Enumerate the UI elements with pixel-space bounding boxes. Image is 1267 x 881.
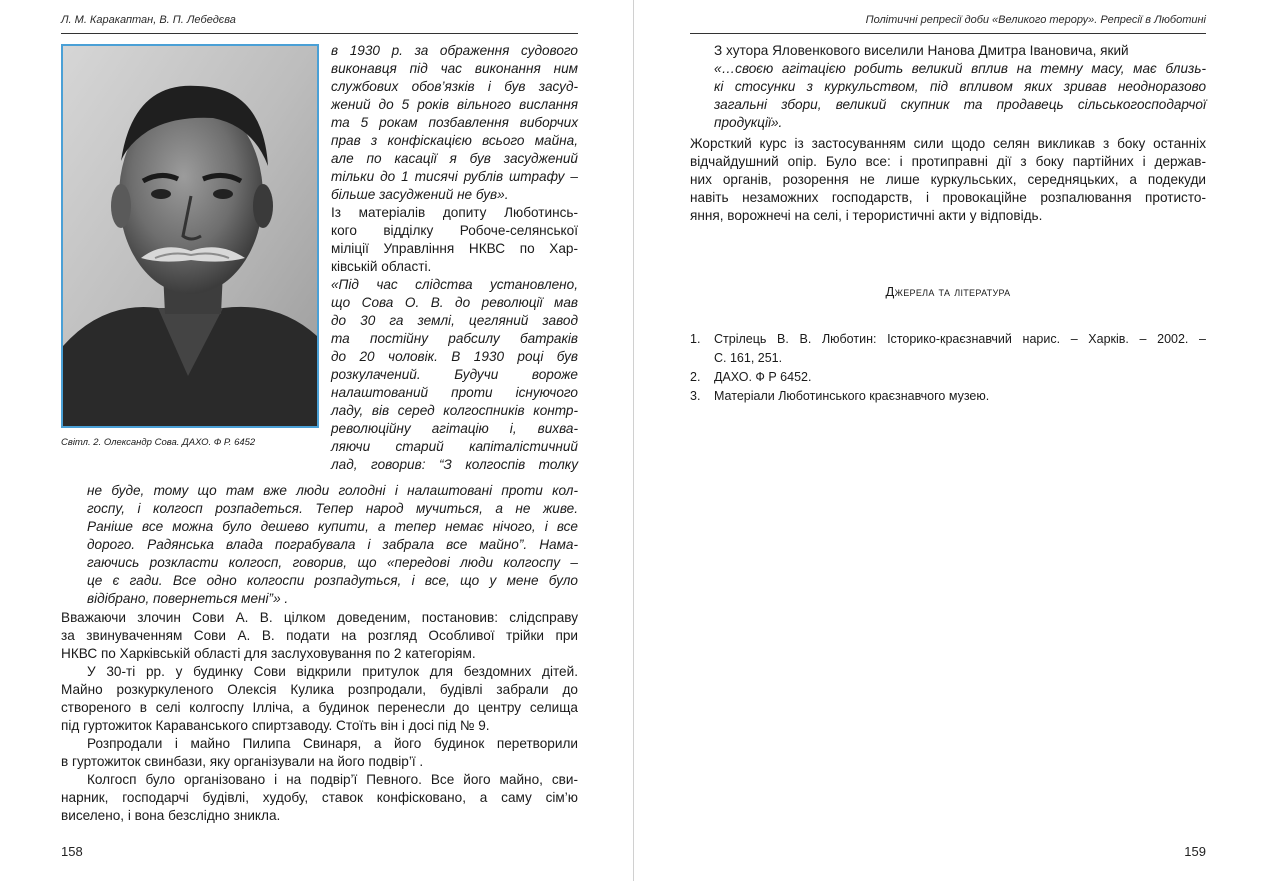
text-line: жений до 5 років вільного вислання bbox=[331, 97, 578, 112]
paragraph bbox=[61, 735, 578, 771]
text-line: Матеріали Люботинського краєзнавчого музею. bbox=[714, 389, 990, 403]
source-item bbox=[690, 330, 1206, 368]
text-line: «Під час слідства установлено, bbox=[331, 277, 578, 292]
running-head-left: Л. М. Каракаптан, В. П. Лебедєва bbox=[61, 14, 236, 26]
photo-caption-label: Світл. 2. bbox=[61, 437, 102, 448]
page-number-left: 158 bbox=[61, 844, 83, 859]
text-line: тільки до 1 тисячі рублів штрафу – bbox=[331, 169, 578, 184]
text-line: що Сова О. В. до революції мав bbox=[331, 295, 578, 310]
text-line: ладу, вів серед колгоспників контр- bbox=[331, 403, 578, 418]
running-head-right: Політичні репресії доби «Великого терору». Репресії в Люботині bbox=[865, 14, 1206, 26]
text-line: революційну агітацію і, вихва- bbox=[331, 421, 578, 436]
text-line: них органів, розорення не лише куркульських, середняцьких, а подекуди bbox=[690, 172, 1206, 187]
right-body-text bbox=[690, 135, 1206, 225]
source-number: 3. bbox=[690, 389, 701, 403]
text-line: кі стосунки з куркульством, під впливом яких зривав неодноразово bbox=[714, 79, 1206, 94]
text-line: виселено, і вона безслідно зникла. bbox=[61, 808, 281, 823]
header-rule-right bbox=[690, 33, 1206, 34]
photo-caption-text: Олександр Сова. ДАХО. Ф Р. 6452 bbox=[103, 437, 256, 448]
text-line: дорого. Радянська влада пограбувала і забрала все майно”. Нама- bbox=[87, 537, 578, 552]
text-line: Стрілець В. В. Люботин: Історико-краєзнавчий нарис. – Харків. – 2002. – bbox=[714, 332, 1206, 346]
right-page bbox=[634, 0, 1267, 881]
text-line: розкулачений. Будучи вороже bbox=[331, 367, 578, 382]
text-line: більше засуджений не був». bbox=[331, 187, 509, 202]
text-line: це є гади. Все одно колгоспи розпадуться, і все, що у мене було bbox=[87, 573, 578, 588]
text-line: Колгосп було організовано і на подвір’ї Певного. Все його майно, сви- bbox=[87, 772, 578, 787]
source-text bbox=[714, 387, 1206, 406]
source-item bbox=[690, 387, 1206, 406]
left-page bbox=[0, 0, 633, 881]
source-text bbox=[714, 368, 1206, 387]
photo-caption bbox=[61, 437, 323, 448]
text-line: госпу, і колгосп розпадеться. Тепер народ мучиться, а не живе. bbox=[87, 501, 578, 516]
text-line: кого відділку Робоче-селянської bbox=[331, 223, 578, 238]
text-line: нарник, господарчі будівлі, худобу, ставок конфісковано, а саму сім’ю bbox=[61, 790, 578, 805]
text-line: З хутора Яловенкового виселили Нанова Дмитра Івановича, який bbox=[714, 43, 1129, 58]
sources-list bbox=[690, 330, 1206, 406]
text-line: ківській області. bbox=[331, 259, 432, 274]
text-line: С. 161, 251. bbox=[714, 351, 783, 365]
intro-paragraph bbox=[714, 42, 1206, 132]
narrow-column bbox=[331, 42, 578, 474]
portrait-image bbox=[63, 46, 317, 426]
text-line: лад, говорив: “З колгоспів толку bbox=[331, 457, 578, 472]
text-line: Жорсткий курс із застосуванням сили щодо селян викликав з боку останніх bbox=[690, 136, 1206, 151]
text-line: створеного в селі колгоспу Ілліча, а будинок перенесли до центру селища bbox=[61, 700, 578, 715]
sources-heading: Джерела та література bbox=[885, 284, 1011, 299]
paragraph bbox=[61, 663, 578, 735]
paragraph bbox=[61, 771, 578, 825]
text-line: яння, ворожнечі на селі, і терористичні акти у відповідь. bbox=[690, 208, 1043, 223]
wide-quote-block bbox=[87, 482, 578, 608]
text-line: відчайдушний опір. Було все: і протиправні дії з боку партійних і держав- bbox=[690, 154, 1206, 169]
text-line: міліції Управління НКВС по Хар- bbox=[331, 241, 578, 256]
text-line: загальні збори, великий скупник та продавець сільськогосподарчої bbox=[714, 97, 1206, 112]
text-line: Розпродали і майно Пилипа Свинаря, а його будинок перетворили bbox=[87, 736, 578, 751]
portrait-photo bbox=[61, 44, 319, 428]
text-line: службових обов’язків і був засуд- bbox=[331, 79, 578, 94]
text-line: виконавця під час виконання ним bbox=[331, 61, 578, 76]
materials-paragraph bbox=[331, 204, 578, 276]
text-line: в гуртожиток свинбази, яку організували на його подвір’ї . bbox=[61, 754, 424, 769]
quote-block-2 bbox=[331, 276, 578, 474]
text-line: «…своєю агітацією робить великий вплив на темну масу, має близь- bbox=[714, 61, 1206, 76]
text-line: та 5 рокам позбавлення виборчих bbox=[331, 115, 578, 130]
text-line: ляючи старий капіталістичний bbox=[331, 439, 578, 454]
text-line: але по касації я був засуджений bbox=[331, 151, 578, 166]
header-rule-left bbox=[61, 33, 578, 34]
text-line: Майно розкуркуленого Олексія Кулика розпродали, будівлі забрали до bbox=[61, 682, 578, 697]
text-line: НКВС по Харківській області для заслуховування по 2 категоріям. bbox=[61, 646, 476, 661]
quote-block-1 bbox=[331, 42, 578, 204]
text-line: до 20 чоловік. В 1930 році був bbox=[331, 349, 578, 364]
paragraph bbox=[61, 609, 578, 663]
text-line: продукції». bbox=[714, 115, 783, 130]
text-line: налаштований проти існуючого bbox=[331, 385, 578, 400]
text-line: за звинуваченням Сови А. В. подати на розгляд Особливої трійки при bbox=[61, 628, 578, 643]
text-line: Із матеріалів допиту Люботинсь- bbox=[331, 205, 578, 220]
text-line: У 30-ті рр. у будинку Сови відкрили притулок для бездомних дітей. bbox=[87, 664, 578, 679]
source-number: 1. bbox=[690, 332, 701, 346]
text-line: прав з конфіскацією всього майна, bbox=[331, 133, 578, 148]
source-item bbox=[690, 368, 1206, 387]
text-line: не буде, тому що там вже люди голодні і налаштовані проти кол- bbox=[87, 483, 578, 498]
text-line: Вважаючи злочин Сови А. В. цілком доведеним, постановив: слідсправу bbox=[61, 610, 578, 625]
text-line: та постійну рабсилу батраків bbox=[331, 331, 578, 346]
text-line: ДАХО. Ф Р 6452. bbox=[714, 370, 812, 384]
text-line: під гуртожиток Караванського спиртзаводу. Стоїть він і досі під № 9. bbox=[61, 718, 490, 733]
text-line: в 1930 р. за ображення судового bbox=[331, 43, 578, 58]
page-number-right: 159 bbox=[1184, 844, 1206, 859]
text-line: відібрано, повернеться мені”» . bbox=[87, 591, 289, 606]
source-number: 2. bbox=[690, 370, 701, 384]
text-line: гаючись розкласти колгосп, говорив, що «передові люди колгоспу – bbox=[87, 555, 578, 570]
text-line: Раніше все можна було дешево купити, а тепер немає нічого, і все bbox=[87, 519, 578, 534]
source-text bbox=[714, 330, 1206, 368]
left-body-text bbox=[61, 609, 578, 825]
text-line: навіть незаможних господарств, і провокаційне розпалювання протисто- bbox=[690, 190, 1206, 205]
text-line: до 30 га землі, цегляний завод bbox=[331, 313, 578, 328]
